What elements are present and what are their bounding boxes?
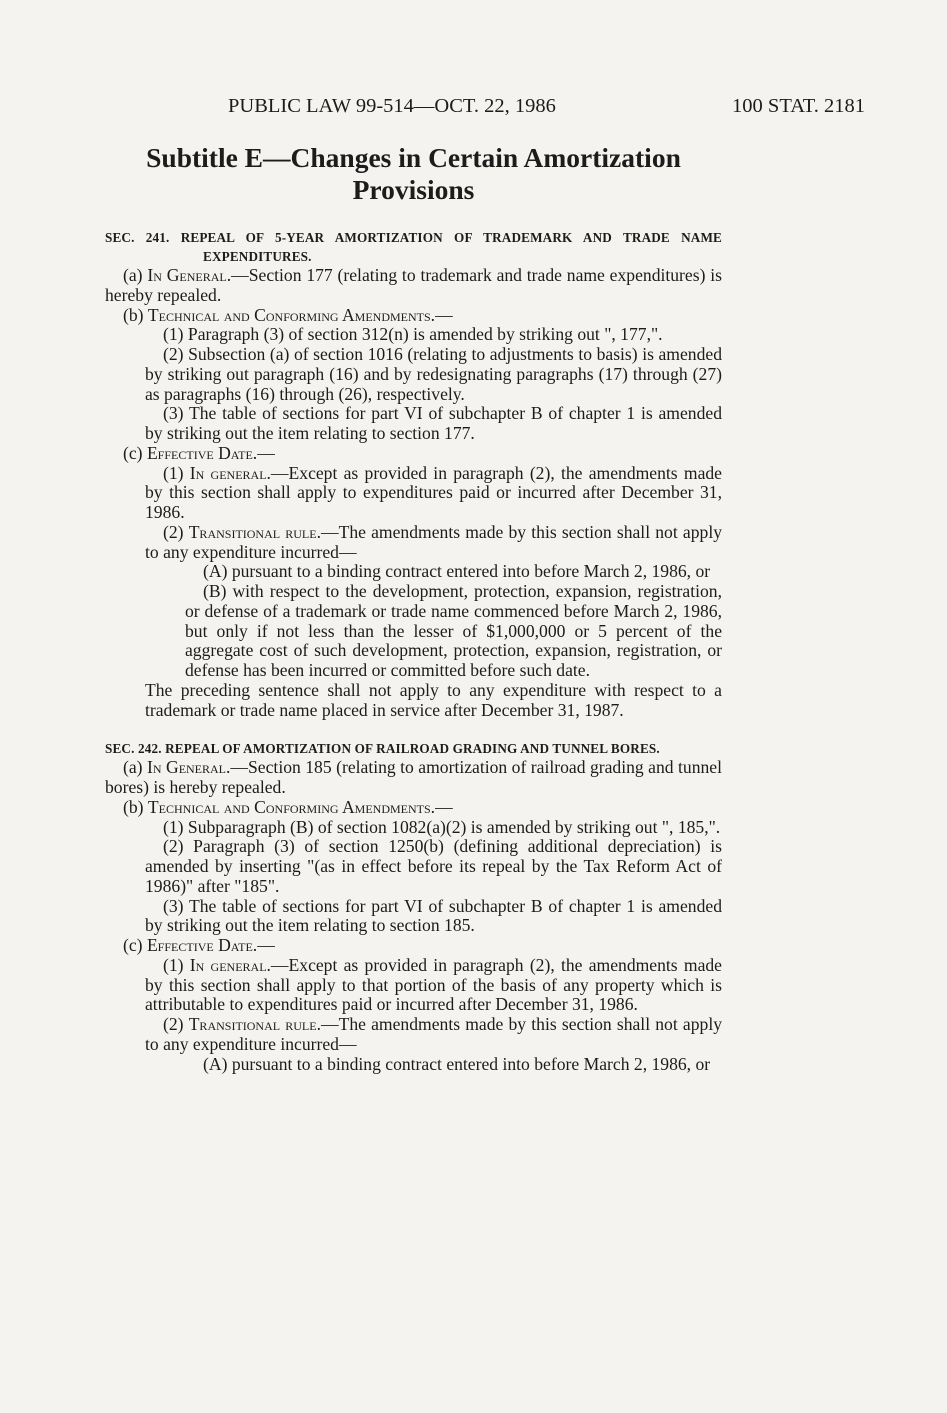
sec241-paragraph-c2: (2) Transitional rule.—The amendments made by this section shall not apply to any expenditure incurred—: [145, 521, 722, 562]
sec242-c-heading: Effective Date: [146, 935, 253, 955]
sec242-subparagraph-c2a: (A) pursuant to a binding contract entered into before March 2, 1986, or: [203, 1053, 711, 1074]
sec241-subparagraph-c2b: (B) with respect to the development, protection, expansion, registration, or defense of a trademark or trade name commenced before March 2, 1986, but only if not less than the lesser of $1,000,000 or 5 percent of the aggregate cost of such development, protection, expansion, registration, or defense has been incurred or committed before such date.: [185, 581, 722, 680]
sec241-paragraph-c1: (1) In general.—Except as provided in paragraph (2), the amendments made by this section shall apply to expenditures paid or incurred after December 31, 1986.: [145, 462, 722, 522]
sec241-b-heading: Technical and Conforming Amendments: [147, 304, 431, 325]
sec242-c2-heading: Transitional rule: [188, 1014, 317, 1034]
sec241-subparagraph-c2a: (A) pursuant to a binding contract entered into before March 2, 1986, or: [203, 561, 711, 582]
sec241-paragraph-b3: (3) The table of sections for part VI of subchapter B of chapter 1 is amended by striking out the item relating to section 177.: [145, 403, 722, 443]
sec242-subsection-a: (a) In General.—Section 185 (relating to amortization of railroad grading and tunnel bores) is hereby repealed.: [105, 757, 722, 797]
section-242-heading: SEC. 242. REPEAL OF AMORTIZATION OF RAILROAD GRADING AND TUNNEL BORES.: [105, 741, 660, 757]
sec242-c1-heading: In general: [189, 954, 267, 975]
sec242-paragraph-c2: (2) Transitional rule.—The amendments made by this section shall not apply to any expenditure incurred—: [145, 1014, 722, 1054]
sec241-subsection-b: (b) Technical and Conforming Amendments.—: [123, 304, 453, 325]
sec241-c2-flush-text: The preceding sentence shall not apply to any expenditure with respect to a trademark or trade name placed in service after December 31, 1987.: [145, 679, 722, 720]
sec241-subsection-a: (a) In General.—Section 177 (relating to trademark and trade name expenditures) is hereby repealed.: [105, 265, 722, 305]
sec242-paragraph-b3: (3) The table of sections for part VI of subchapter B of chapter 1 is amended by striking out the item relating to section 185.: [145, 895, 722, 936]
sec241-a-heading: In General: [147, 265, 227, 285]
sec241-paragraph-b2: (2) Subsection (a) of section 1016 (relating to adjustments to basis) is amended by striking out paragraph (16) and by redesignating paragraphs (17) through (27) as paragraphs (16) through (26), respectively.: [145, 344, 722, 404]
sec241-subsection-c: (c) Effective Date.—: [123, 442, 275, 463]
sec242-paragraph-b1: (1) Subparagraph (B) of section 1082(a)(2) is amended by striking out ", 185,".: [163, 816, 721, 837]
public-law-citation: PUBLIC LAW 99-514—OCT. 22, 1986: [228, 95, 556, 117]
sec241-c1-heading: In general: [189, 462, 267, 483]
sec242-subsection-c: (c) Effective Date.—: [123, 935, 275, 955]
section-241-heading: SEC. 241. REPEAL OF 5-YEAR AMORTIZATION OF TRADEMARK AND TRADE NAME EXPENDITURES.: [105, 230, 722, 264]
sec242-paragraph-c1: (1) In general.—Except as provided in paragraph (2), the amendments made by this section shall apply to that portion of the basis of any property which is attributable to expenditures paid or incurred after December 31, 1986.: [145, 954, 722, 1015]
statute-page-number: 100 STAT. 2181: [732, 95, 865, 117]
sec241-paragraph-b1: (1) Paragraph (3) of section 312(n) is amended by striking out ", 177,".: [163, 324, 663, 345]
sec242-b-heading: Technical and Conforming Amendments: [147, 796, 431, 817]
sec241-c-heading: Effective Date: [146, 442, 253, 463]
sec242-a-heading: In General: [147, 757, 227, 778]
sec242-paragraph-b2: (2) Paragraph (3) of section 1250(b) (defining additional depreciation) is amended by inserting "(as in effect before its repeal by the Tax Reform Act of 1986)" after "185".: [145, 836, 722, 896]
document-body: [105, 228, 722, 1074]
subtitle-heading: Subtitle E—Changes in Certain Amortization Provisions: [146, 142, 681, 205]
sec242-subsection-b: (b) Technical and Conforming Amendments.—: [123, 796, 453, 817]
sec241-c2-heading: Transitional rule: [188, 521, 317, 542]
